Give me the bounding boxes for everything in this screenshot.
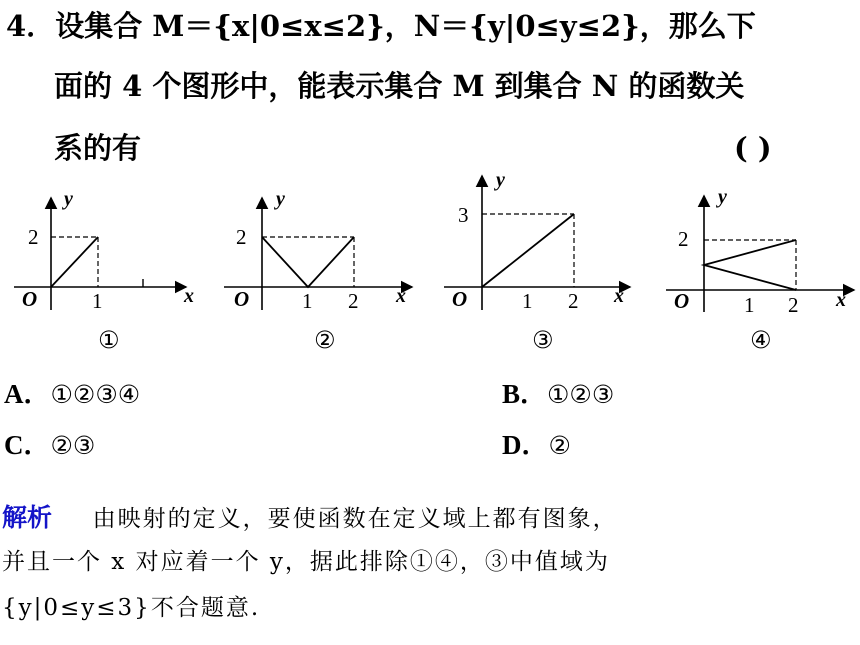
origin-label: O <box>234 287 250 311</box>
graph-2-label: ② <box>314 326 336 354</box>
x-axis-label: x <box>184 285 194 307</box>
x-tick-label: 2 <box>348 289 359 313</box>
x-axis-label: x <box>396 285 406 307</box>
graph-4 <box>664 180 860 324</box>
graph-2-svg <box>222 180 422 320</box>
x-axis-label: x <box>614 285 624 307</box>
x-tick-label: 1 <box>744 293 755 317</box>
graph-curve <box>704 240 796 290</box>
question-line-3: 系的有 <box>54 131 142 165</box>
option-a-value: ①②③④ <box>50 380 141 409</box>
solution-line-2: 并且一个 x 对应着一个 y，据此排除①④，③中值域为 <box>2 549 610 575</box>
graph-curve <box>51 237 98 287</box>
option-b-value: ①②③ <box>547 380 615 409</box>
option-d-letter: D． <box>502 430 549 460</box>
y-tick-label: 2 <box>236 225 247 249</box>
x-tick-label: 2 <box>788 293 799 317</box>
y-axis-label: y <box>64 188 73 210</box>
option-d-value: ② <box>548 431 571 460</box>
x-tick-label: 2 <box>568 289 579 313</box>
graph-3-label: ③ <box>532 326 554 354</box>
graph-1 <box>8 180 208 324</box>
option-d[interactable] <box>502 428 571 463</box>
graph-1-label: ① <box>98 326 120 354</box>
x-tick-label: 1 <box>302 289 313 313</box>
graph-4-label: ④ <box>750 326 772 354</box>
option-c-value: ②③ <box>50 431 96 460</box>
y-tick-label: 2 <box>28 225 39 249</box>
solution-text-1: 由映射的定义，要使函数在定义域上都有图象， <box>92 506 618 532</box>
option-a-letter: A． <box>4 379 51 409</box>
origin-label: O <box>674 289 690 313</box>
graph-curve <box>482 214 574 287</box>
solution-line-1 <box>2 502 618 535</box>
answer-bracket: ( ) <box>734 131 772 165</box>
graph-2 <box>222 180 422 324</box>
origin-label: O <box>452 287 468 311</box>
question-line-1 <box>6 6 756 46</box>
graph-3 <box>442 168 642 324</box>
y-axis-label: y <box>276 188 285 210</box>
origin-label: O <box>22 287 38 311</box>
x-tick-label: 1 <box>522 289 533 313</box>
question-line-2: 面的 4 个图形中，能表示集合 M 到集合 N 的函数关 <box>54 69 745 103</box>
option-b-letter: B． <box>502 379 548 409</box>
y-axis-label: y <box>496 169 505 191</box>
question-number: 4． <box>6 9 56 43</box>
x-axis-label: x <box>836 289 846 311</box>
option-c-letter: C． <box>4 430 51 460</box>
x-tick-label: 1 <box>92 289 103 313</box>
option-a[interactable] <box>4 377 140 412</box>
y-tick-label: 3 <box>458 203 469 227</box>
solution-heading: 解析 <box>2 503 53 532</box>
question-text-1: 设集合 M＝{x|0≤x≤2}，N＝{y|0≤y≤2}，那么下 <box>55 9 756 43</box>
option-b[interactable] <box>502 377 614 412</box>
graph-1-svg <box>8 180 208 320</box>
graph-curve <box>262 237 354 287</box>
solution-line-3: {y|0≤y≤3}不合题意. <box>2 595 261 621</box>
graph-3-svg <box>442 168 642 320</box>
y-tick-label: 2 <box>678 227 689 251</box>
graph-4-svg <box>664 180 860 320</box>
option-c[interactable] <box>4 428 95 463</box>
y-axis-label: y <box>718 186 727 208</box>
